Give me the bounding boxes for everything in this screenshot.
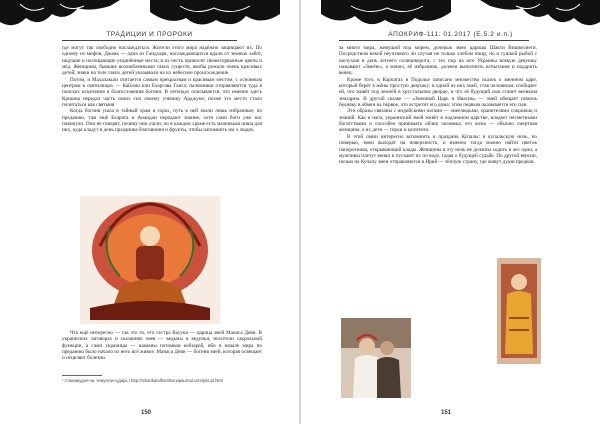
left-text-top [62, 45, 262, 134]
right-page-number: 151 [441, 410, 452, 416]
left-paragraph: Потом, и Махалакши считается самым прекрасным и красивым местом, с основным центром в святилищах — Кайлаш или Бхаргава Ганга; паломники отправляются туда в поисках исцеления и благословения богини. В легендах описывается, что именно здесь Кришна передал часть своих сил своему ученику Арджуне; позже это место стало почитаться как святыня. [62, 76, 262, 109]
right-page [301, 0, 600, 424]
right-paragraph: В этой связи интересно вспомнить и праздник Купалы: в купальскую ночь, по поверью, змеи выходят на поверхность, и именно тогда можно найти цветок папоротника, открывающий клады. Женщины в эту ночь не должны ходить в лес одни, а мужчины плетут венки и пускают их по воде, гадая о будущей судьбе. По другой версии, ночью на Купалу змеи отправляются в Ирий — тёплую страну, где живут души предков. [339, 133, 537, 166]
footnote: ¹ Сомнакудхе-на. Накулли-сударь | http://smarikandhamhal.wpaurnal.com/pss.pl.html [62, 378, 223, 383]
deity-illustration [80, 196, 220, 324]
ornament-right-icon [480, 0, 600, 30]
right-paragraph: за много мира, живущий под морем, дочерью змеи царицы Шакти Вишвосвети. Посредством некой неучтивого ли случая не только хлебом пищу, но и сушкой рыбой с шелухою в день летнего солнцеворота; с тех пор на юге Украины всякую девушку называют «Змеёю», а жених, её избранник, должен выполнить испытания и подарить венец. [339, 45, 537, 77]
ritual-photo [497, 258, 541, 364]
right-paragraph: Эти образы связаны с индийскими нагами — змеелюдьми, хранителями сокровищ и знаний. Как и наги, украинский змей живёт в подземном царстве, владеет несметными богатствами и способен принимать облик человека; его жена — обычно смертная женщина, а их дети — герои и целители. [339, 108, 537, 134]
right-running-header: АПОКРИФ-111: 01.2017 (Е.5.2 и.п.) [388, 31, 513, 38]
footnote-rule [62, 375, 102, 376]
left-header-rule [62, 40, 237, 41]
ornament-center-right-icon [321, 0, 451, 30]
left-paragraph: Когда богиня ушла в тайный храм в горах, путь к ней знали лишь избранные; по преданию, там ещё Бхарата и Анандан передают знание, хотя сами боги уже нас покинули. Они не говорят, почему они ушли, но в каждом храме есть маленькая ниша для них, куда кладут в день праздника благовония и фрукты, чтобы напомнить им о людях. [62, 108, 262, 134]
left-running-header: ТРАДИЦИИ И ПРОРОКИ [106, 31, 193, 38]
left-page-number: 150 [141, 410, 152, 416]
left-paragraph: Что ещё интересно — так это то, что сестра Васуки — царица змей Манаса Деви. В украинских заговорах и сказаниях змея — ведьмы и ведуньи, носители сакральной функции, а сами украинцы — шаманы потомков кобзарей, ибо в начале мира по преданию было начало из него всё живое. Манаса Деви — богиня змей, которая освещает и исцеляет болезни. [62, 330, 262, 362]
left-paragraph: где могут так свободно наслаждаться. Жители этого мира надёжно защищают их. По одному из мифов, Джана — одна из Гандхарв, наслаждающихся вдали от земных забот, ищущие и посещающие уединённые места; в их честь приносят свежесорванные цветы и мёд. Женщины, бывшие возлюбленными таких существ, якобы рожали очень красивых детей; знаки на теле таких детей указывали на их небесное происхождение. [62, 45, 262, 77]
left-text-bottom [62, 330, 262, 362]
left-page [0, 0, 299, 424]
ornament-center-left-icon [150, 0, 280, 30]
ornament-left-icon [0, 0, 120, 30]
right-header-rule [339, 40, 529, 41]
right-text [339, 45, 537, 166]
right-paragraph: Кроме того, в Карпатах и Подолье записано множество сказок о змеином царе, который берёт в жёны простую девушку; в одной из них змей, став человеком, сообщает ей, что живёт под землёй в хрустальном дворце, и что её будущий сын станет великим знахарем. В другой сказке — «Змеиный Царь и Ивасик» — змей обещает помочь бедняку в обмен на первое, что встретит его дома; этим первым оказывается его сын. [339, 76, 537, 109]
wedding-photo [341, 318, 411, 398]
